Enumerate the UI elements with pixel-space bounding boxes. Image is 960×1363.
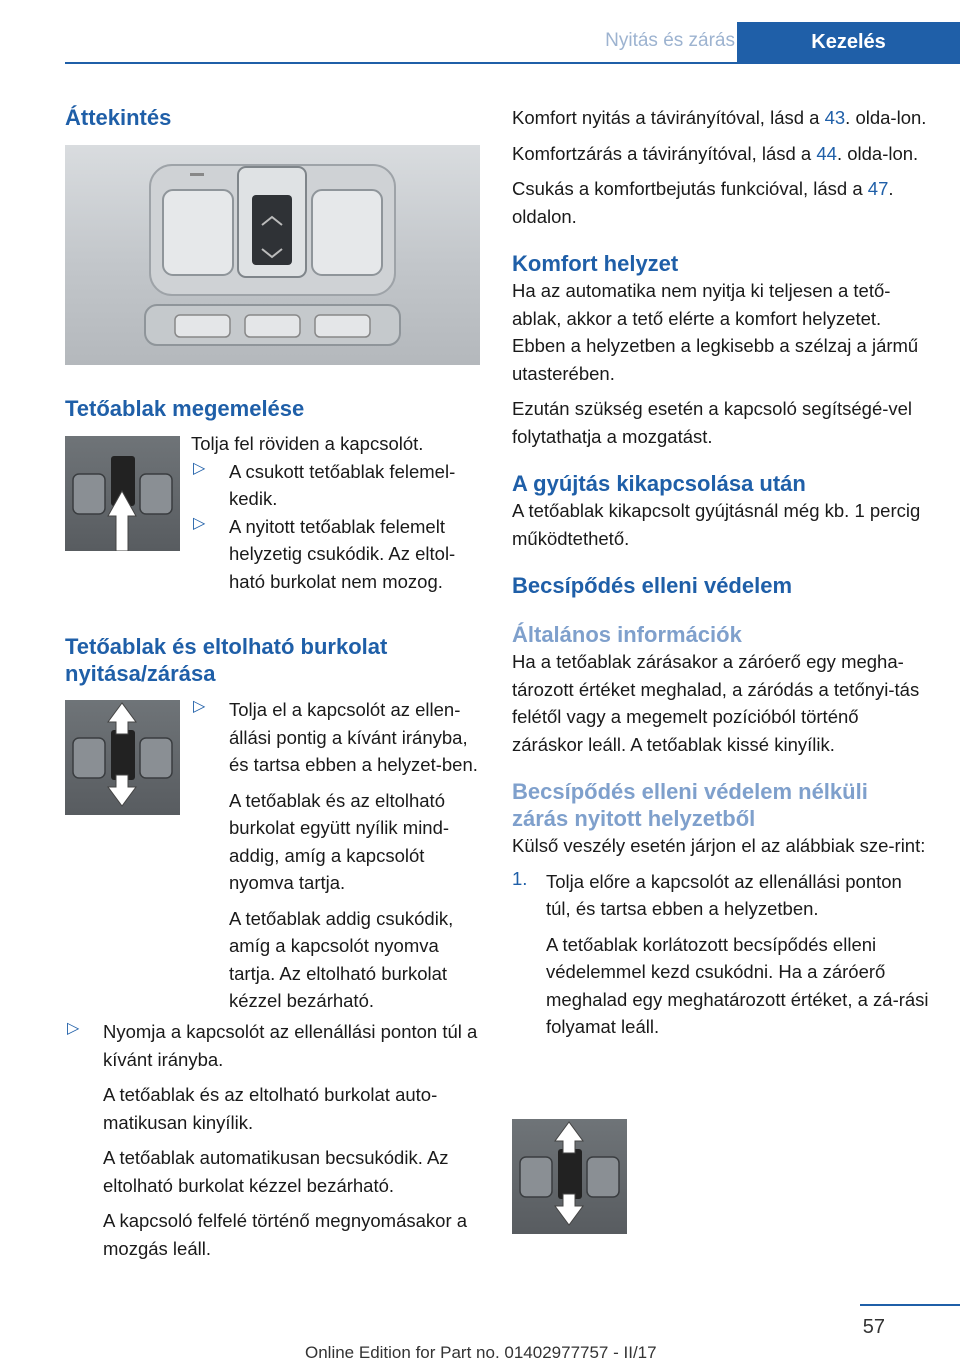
- switch-push-up-image: [65, 436, 180, 551]
- no-pinch-close-text: Külső veszély esetén járjon el az alábbiak sze-rint:: [512, 835, 926, 856]
- comfort-open-remote: Komfort nyitás a távirányítóval, lásd a 43. olda-lon.: [512, 107, 927, 128]
- roof-switch-overview-photo: [65, 145, 480, 365]
- lift-intro: Tolja fel röviden a kapcsolót.: [191, 433, 424, 454]
- page-link-47[interactable]: 47: [867, 178, 889, 199]
- bullet-triangle-icon: ▷: [193, 459, 206, 477]
- list-item: ▷ Nyomja a kapcsolót az ellenállási ponton túl a kívánt irányba. A tetőablak és az eltolható burkolat auto-matikusan kinyílik. A tetőablak automatikusan becsukódik. Az eltolható burkolat kézzel bezárható. A kapcsoló felfelé történő megnyomásakor a mozgás leáll.: [67, 1020, 478, 1259]
- ignition-off-text: A tetőablak kikapcsolt gyújtásnál még kb. 1 percig működtethető.: [512, 500, 921, 549]
- bullet-triangle-icon: ▷: [67, 1020, 80, 1037]
- general-info-heading: Általános információk: [512, 622, 742, 647]
- step-number: 1.: [512, 867, 528, 889]
- comfort-access-close: Csukás a komfortbejutás funkcióval, lásd a 47. oldalon.: [512, 178, 894, 227]
- pinch-protection-heading: Becsípődés elleni védelem: [512, 573, 793, 598]
- comfort-position-heading: Komfort helyzet: [512, 251, 679, 276]
- header-chapter-tab[interactable]: Kezelés: [737, 22, 960, 62]
- overview-heading: Áttekintés: [65, 105, 172, 130]
- ignition-off-heading: A gyújtás kikapcsolása után: [512, 471, 806, 496]
- lift-heading: Tetőablak megemelése: [65, 396, 305, 421]
- no-pinch-close-heading: Becsípődés elleni védelem nélküli zárás nyitott helyzetből: [512, 779, 868, 831]
- footer-rule: [860, 1304, 960, 1306]
- list-item: 1. Tolja előre a kapcsolót az ellenállási ponton túl, és tartsa ebben a helyzetben. A tetőablak korlátozott becsípődés elleni védelemmel kezd csukódni. Ha a záróerő meghalad egy meghatározott értéket, a zá-rási folyamat leáll.: [512, 867, 929, 1037]
- page-link-44[interactable]: 44: [816, 142, 837, 164]
- right-column: [512, 104, 930, 1041]
- header-section-title: Nyitás és zárás: [605, 30, 735, 51]
- bullet-triangle-icon: ▷: [193, 514, 206, 532]
- comfort-position-text-2: Ezután szükség esetén a kapcsoló segítségé-vel folytathatja a mozgatást.: [512, 398, 913, 447]
- page-number: 57: [862, 1316, 885, 1338]
- list-item: ▷ A csukott tetőablak felemel-kedik.: [193, 459, 456, 509]
- general-info-text: Ha a tetőablak zárásakor a záróerő egy megha-tározott értéket meghalad, a záródás a tetőnyi-tás felétől vagy a megemelt pozícióból történő záráskor leáll. A tetőablak kissé kinyílik.: [512, 651, 920, 755]
- list-item: ▷ Tolja el a kapcsolót az ellen-állási pontig a kívánt irányba, és tartsa ebben a helyzet-ben. A tetőablak és az eltolható burkolat együtt nyílik mind-addig, amíg a kapcsolót nyomva tartja. A tetőablak addig csukódik, amíg a kapcsolót nyomva tartja. Az eltolható burkolat kézzel bezárható.: [193, 698, 478, 1011]
- switch-push-forward-image: [512, 1119, 627, 1234]
- header-rule: [65, 62, 960, 64]
- bullet-triangle-icon: ▷: [193, 698, 206, 715]
- list-item: ▷ A nyitott tetőablak felemelt helyzetig csukódik. Az eltol-ható burkolat nem mozog.: [193, 514, 456, 592]
- open-close-heading: Tetőablak és eltolható burkolat nyitása/zárása: [65, 634, 388, 686]
- page-link-43[interactable]: 43: [824, 107, 846, 128]
- comfort-close-remote: Komfortzárás a távirányítóval, lásd a 44. olda-lon.: [512, 142, 919, 164]
- switch-push-both-image: [65, 700, 180, 815]
- comfort-position-text: Ha az automatika nem nyitja ki teljesen a tető-ablak, akkor a tető elérte a komfort helyzetet. Ebben a helyzetben a legkisebb a szélzaj a jármű utasterében.: [512, 280, 919, 384]
- edition-line: Online Edition for Part no. 01402977757 - II/17: [305, 1343, 657, 1362]
